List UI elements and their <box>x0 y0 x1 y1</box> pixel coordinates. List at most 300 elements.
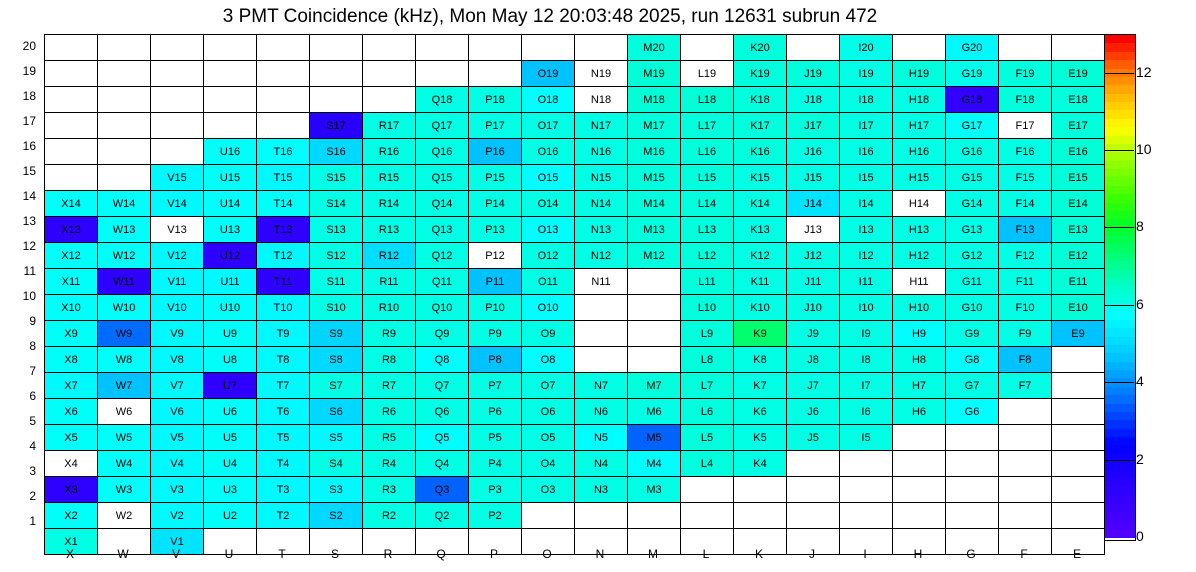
heatmap-cell: P8 <box>469 347 522 373</box>
heatmap-row <box>45 165 1105 191</box>
heatmap-cell: M20 <box>628 35 681 61</box>
heatmap-cell: X14 <box>45 191 98 217</box>
heatmap-cell: N17 <box>575 113 628 139</box>
heatmap-cell: S13 <box>310 217 363 243</box>
heatmap-cell: X3 <box>45 477 98 503</box>
heatmap-cell <box>45 165 98 191</box>
heatmap-cell: V8 <box>151 347 204 373</box>
heatmap-cell: U4 <box>204 451 257 477</box>
colorbar-segment <box>1105 127 1135 135</box>
heatmap-cell: V6 <box>151 399 204 425</box>
heatmap-cell: E12 <box>1052 243 1105 269</box>
y-axis-tick-label: 7 <box>29 364 36 378</box>
heatmap-cell <box>893 503 946 529</box>
x-axis-tick-label: S <box>330 547 339 561</box>
heatmap-cell: I7 <box>840 373 893 399</box>
colorbar-segment <box>1105 177 1135 185</box>
heatmap-cell: N19 <box>575 61 628 87</box>
heatmap-cell: G18 <box>946 87 999 113</box>
colorbar-segment <box>1105 512 1135 520</box>
heatmap-cell: O17 <box>522 113 575 139</box>
heatmap-cell: R16 <box>363 139 416 165</box>
heatmap-cell: W14 <box>98 191 151 217</box>
heatmap-cell: L11 <box>681 269 734 295</box>
y-axis-tick-label: 10 <box>22 289 36 303</box>
heatmap-cell: W7 <box>98 373 151 399</box>
colorbar-segment <box>1105 244 1135 252</box>
heatmap-cell: S6 <box>310 399 363 425</box>
heatmap-cell: G12 <box>946 243 999 269</box>
heatmap-cell: S5 <box>310 425 363 451</box>
heatmap-cell: U16 <box>204 139 257 165</box>
colorbar-segment <box>1105 60 1135 68</box>
heatmap-cell: K11 <box>734 269 787 295</box>
heatmap-cell: M16 <box>628 139 681 165</box>
heatmap-cell: S4 <box>310 451 363 477</box>
heatmap-cell: K16 <box>734 139 787 165</box>
heatmap-cell: R2 <box>363 503 416 529</box>
heatmap-cell <box>999 451 1052 477</box>
heatmap-cell: R17 <box>363 113 416 139</box>
heatmap-cell: O16 <box>522 139 575 165</box>
heatmap-cell: G15 <box>946 165 999 191</box>
x-axis-tick-label: W <box>117 547 129 561</box>
y-axis-tick-label: 16 <box>22 139 36 153</box>
heatmap-cell: P5 <box>469 425 522 451</box>
heatmap-cell: G19 <box>946 61 999 87</box>
colorbar-segment <box>1105 186 1135 194</box>
y-axis-tick-label: 15 <box>22 164 36 178</box>
heatmap-cell: I14 <box>840 191 893 217</box>
colorbar-segment <box>1105 395 1135 403</box>
heatmap-cell: R5 <box>363 425 416 451</box>
heatmap-cell: T14 <box>257 191 310 217</box>
colorbar-segment <box>1105 270 1135 278</box>
heatmap-cell: R7 <box>363 373 416 399</box>
heatmap-cell <box>45 35 98 61</box>
heatmap-cell: X13 <box>45 217 98 243</box>
heatmap-cell <box>787 451 840 477</box>
heatmap-cell: I20 <box>840 35 893 61</box>
colorbar-tick-mark <box>1104 305 1134 306</box>
x-axis-tick-label: O <box>542 547 552 561</box>
heatmap-cell: K20 <box>734 35 787 61</box>
colorbar-segment <box>1105 437 1135 445</box>
heatmap-cell: M15 <box>628 165 681 191</box>
heatmap-cell: Q12 <box>416 243 469 269</box>
heatmap-cell: O5 <box>522 425 575 451</box>
heatmap-cell <box>151 113 204 139</box>
heatmap-cell: P15 <box>469 165 522 191</box>
heatmap-cell: H7 <box>893 373 946 399</box>
x-axis-tick-label: K <box>754 547 763 561</box>
colorbar-segment <box>1105 119 1135 127</box>
colorbar-segment <box>1105 161 1135 169</box>
heatmap-cell <box>98 61 151 87</box>
heatmap-cell: R4 <box>363 451 416 477</box>
heatmap-cell <box>999 503 1052 529</box>
heatmap-cell: I13 <box>840 217 893 243</box>
heatmap-cell <box>893 451 946 477</box>
heatmap-cell <box>1052 503 1105 529</box>
x-axis-tick-label: I <box>863 547 867 561</box>
heatmap-cell: M19 <box>628 61 681 87</box>
heatmap-cell <box>946 503 999 529</box>
heatmap-cell: S8 <box>310 347 363 373</box>
colorbar-segment <box>1105 370 1135 378</box>
heatmap-cell <box>469 61 522 87</box>
heatmap-cell: U14 <box>204 191 257 217</box>
heatmap-cell <box>204 87 257 113</box>
heatmap-cell <box>257 87 310 113</box>
heatmap-cell: K19 <box>734 61 787 87</box>
heatmap-cell: J7 <box>787 373 840 399</box>
colorbar-segment <box>1105 462 1135 470</box>
heatmap-row <box>45 373 1105 399</box>
heatmap-cell: F9 <box>999 321 1052 347</box>
colorbar-segment <box>1105 169 1135 177</box>
colorbar-segment <box>1105 253 1135 261</box>
heatmap-cell: X9 <box>45 321 98 347</box>
heatmap-cell: O15 <box>522 165 575 191</box>
heatmap-cell <box>257 35 310 61</box>
heatmap-cell: O19 <box>522 61 575 87</box>
x-axis-tick-label: V <box>171 547 180 561</box>
heatmap-cell: X5 <box>45 425 98 451</box>
heatmap-cell: U13 <box>204 217 257 243</box>
heatmap-cell <box>999 425 1052 451</box>
heatmap-cell: Q5 <box>416 425 469 451</box>
heatmap-cell: E11 <box>1052 269 1105 295</box>
heatmap-cell: G7 <box>946 373 999 399</box>
y-axis-tick-label: 17 <box>22 114 36 128</box>
heatmap-cell: R13 <box>363 217 416 243</box>
colorbar-segment <box>1105 504 1135 512</box>
heatmap-cell: T7 <box>257 373 310 399</box>
heatmap-cell <box>575 35 628 61</box>
x-axis-tick-label: L <box>702 547 710 561</box>
heatmap-cell: P4 <box>469 451 522 477</box>
heatmap-cell <box>45 61 98 87</box>
heatmap-cell: H15 <box>893 165 946 191</box>
heatmap-cell: Q11 <box>416 269 469 295</box>
heatmap-cell <box>1052 373 1105 399</box>
heatmap-cell: N15 <box>575 165 628 191</box>
heatmap-cell <box>1052 425 1105 451</box>
heatmap-cell: J10 <box>787 295 840 321</box>
heatmap-cell <box>893 477 946 503</box>
heatmap-cell: I5 <box>840 425 893 451</box>
heatmap-cell: E13 <box>1052 217 1105 243</box>
x-axis-tick-label: N <box>595 547 605 561</box>
page-title: 3 PMT Coincidence (kHz), Mon May 12 20:03:48 2025, run 12631 subrun 472 <box>222 6 878 27</box>
heatmap-cell: O13 <box>522 217 575 243</box>
heatmap-cell: L18 <box>681 87 734 113</box>
heatmap-cell <box>469 35 522 61</box>
heatmap-cell: F17 <box>999 113 1052 139</box>
heatmap-cell: Q16 <box>416 139 469 165</box>
x-axis-tick-label: R <box>383 547 393 561</box>
heatmap-cell <box>151 87 204 113</box>
x-axis-tick-label: X <box>65 547 74 561</box>
heatmap-cell: K15 <box>734 165 787 191</box>
heatmap-cell <box>98 113 151 139</box>
heatmap-cell: H12 <box>893 243 946 269</box>
heatmap-row <box>45 425 1105 451</box>
heatmap-cell <box>45 113 98 139</box>
heatmap-cell: V7 <box>151 373 204 399</box>
colorbar-segment <box>1105 311 1135 319</box>
heatmap-cell: N11 <box>575 269 628 295</box>
heatmap-cell: U6 <box>204 399 257 425</box>
heatmap-cell: W9 <box>98 321 151 347</box>
heatmap-cell: R11 <box>363 269 416 295</box>
y-axis-tick-label: 13 <box>22 214 36 228</box>
heatmap-cell: V4 <box>151 451 204 477</box>
colorbar-segment <box>1105 529 1135 537</box>
heatmap-cell: T8 <box>257 347 310 373</box>
heatmap-cell: U2 <box>204 503 257 529</box>
heatmap-cell: K17 <box>734 113 787 139</box>
colorbar-segment <box>1105 261 1135 269</box>
colorbar-segment <box>1105 353 1135 361</box>
heatmap-cell: N18 <box>575 87 628 113</box>
colorbar-segment <box>1105 295 1135 303</box>
heatmap-row <box>45 191 1105 217</box>
colorbar-segment <box>1105 94 1135 102</box>
colorbar-segment <box>1105 52 1135 60</box>
colorbar-segment <box>1105 471 1135 479</box>
heatmap-cell: I16 <box>840 139 893 165</box>
heatmap-cell: N16 <box>575 139 628 165</box>
heatmap-cell: V11 <box>151 269 204 295</box>
heatmap-cell <box>98 165 151 191</box>
heatmap-cell: P18 <box>469 87 522 113</box>
colorbar-tick-mark <box>1104 227 1134 228</box>
heatmap-cell <box>257 61 310 87</box>
y-axis-tick-label: 3 <box>29 464 36 478</box>
heatmap-row <box>45 269 1105 295</box>
heatmap-cell <box>310 35 363 61</box>
heatmap-cell: K10 <box>734 295 787 321</box>
heatmap-cell: E17 <box>1052 113 1105 139</box>
heatmap-cell: W2 <box>98 503 151 529</box>
heatmap-cell: X7 <box>45 373 98 399</box>
colorbar-segment <box>1105 136 1135 144</box>
heatmap-cell: S3 <box>310 477 363 503</box>
heatmap-cell <box>151 61 204 87</box>
heatmap-cell: J12 <box>787 243 840 269</box>
heatmap-cell: Q18 <box>416 87 469 113</box>
heatmap-cell <box>522 35 575 61</box>
heatmap-cell <box>628 503 681 529</box>
heatmap-cell: X10 <box>45 295 98 321</box>
heatmap-cell: K9 <box>734 321 787 347</box>
heatmap-cell <box>681 503 734 529</box>
heatmap-cell: O10 <box>522 295 575 321</box>
colorbar-segment <box>1105 211 1135 219</box>
heatmap-cell: V3 <box>151 477 204 503</box>
heatmap-cell <box>681 35 734 61</box>
heatmap-cell: V2 <box>151 503 204 529</box>
heatmap-cell: T4 <box>257 451 310 477</box>
heatmap-cell: F14 <box>999 191 1052 217</box>
heatmap-cell: U12 <box>204 243 257 269</box>
x-axis-tick-label: E <box>1072 547 1081 561</box>
heatmap-cell: I6 <box>840 399 893 425</box>
heatmap-cell: P13 <box>469 217 522 243</box>
heatmap-cell: S7 <box>310 373 363 399</box>
heatmap-grid <box>44 34 1105 555</box>
heatmap-cell: J19 <box>787 61 840 87</box>
heatmap-cell: J5 <box>787 425 840 451</box>
colorbar-segment <box>1105 387 1135 395</box>
heatmap-cell: T6 <box>257 399 310 425</box>
heatmap-cell: F13 <box>999 217 1052 243</box>
heatmap-cell: G13 <box>946 217 999 243</box>
heatmap-cell: I11 <box>840 269 893 295</box>
heatmap-cell <box>416 35 469 61</box>
colorbar-segment <box>1105 445 1135 453</box>
heatmap-cell <box>946 451 999 477</box>
heatmap-cell <box>840 451 893 477</box>
heatmap-row <box>45 399 1105 425</box>
heatmap-cell: M17 <box>628 113 681 139</box>
heatmap-cell: W13 <box>98 217 151 243</box>
heatmap-cell: J8 <box>787 347 840 373</box>
heatmap-cell: G8 <box>946 347 999 373</box>
heatmap-cell: V14 <box>151 191 204 217</box>
heatmap-cell: T11 <box>257 269 310 295</box>
heatmap-cell: V12 <box>151 243 204 269</box>
heatmap-cell: X1 <box>45 529 98 555</box>
heatmap-cell <box>734 503 787 529</box>
heatmap-cell <box>363 61 416 87</box>
heatmap-cell: T9 <box>257 321 310 347</box>
y-axis-tick-label: 18 <box>22 89 36 103</box>
heatmap-cell: W5 <box>98 425 151 451</box>
heatmap-cell: S17 <box>310 113 363 139</box>
y-axis-tick-label: 14 <box>22 189 36 203</box>
heatmap-cell: W3 <box>98 477 151 503</box>
heatmap-cell: N14 <box>575 191 628 217</box>
heatmap-cell: V15 <box>151 165 204 191</box>
heatmap-cell: V13 <box>151 217 204 243</box>
heatmap-cell: P17 <box>469 113 522 139</box>
y-axis-tick-label: 2 <box>29 489 36 503</box>
heatmap-cell <box>1052 399 1105 425</box>
heatmap-row <box>45 451 1105 477</box>
heatmap-cell <box>628 347 681 373</box>
heatmap-cell: H13 <box>893 217 946 243</box>
heatmap-cell <box>628 321 681 347</box>
heatmap-cell: Q9 <box>416 321 469 347</box>
heatmap-cell: G11 <box>946 269 999 295</box>
heatmap-cell: K8 <box>734 347 787 373</box>
colorbar-segment <box>1105 194 1135 202</box>
colorbar-segment <box>1105 412 1135 420</box>
heatmap-cell: T16 <box>257 139 310 165</box>
heatmap-cell <box>787 477 840 503</box>
colorbar-segment <box>1105 219 1135 227</box>
heatmap-cell: J6 <box>787 399 840 425</box>
heatmap-cell: S14 <box>310 191 363 217</box>
heatmap-cell: O3 <box>522 477 575 503</box>
heatmap-cell: U8 <box>204 347 257 373</box>
colorbar-segment <box>1105 110 1135 118</box>
heatmap-cell: V10 <box>151 295 204 321</box>
heatmap-cell: V1 <box>151 529 204 555</box>
colorbar-segment <box>1105 420 1135 428</box>
heatmap-cell: S12 <box>310 243 363 269</box>
colorbar-tick-label: 8 <box>1136 218 1144 235</box>
y-axis-tick-label: 1 <box>29 514 36 528</box>
heatmap-cell: Q10 <box>416 295 469 321</box>
colorbar-segment <box>1105 328 1135 336</box>
heatmap-cell: H8 <box>893 347 946 373</box>
x-axis-tick-label: J <box>809 547 815 561</box>
heatmap-cell: L8 <box>681 347 734 373</box>
x-axis-tick-label: Q <box>436 547 446 561</box>
heatmap-cell: P6 <box>469 399 522 425</box>
colorbar-segment <box>1105 345 1135 353</box>
heatmap-cell: J16 <box>787 139 840 165</box>
heatmap-cell: I12 <box>840 243 893 269</box>
heatmap-cell: K18 <box>734 87 787 113</box>
heatmap-cell: S2 <box>310 503 363 529</box>
colorbar-segment <box>1105 362 1135 370</box>
heatmap-cell: J11 <box>787 269 840 295</box>
heatmap-cell <box>1052 477 1105 503</box>
heatmap-cell <box>946 425 999 451</box>
heatmap-cell: P7 <box>469 373 522 399</box>
heatmap-cell: M6 <box>628 399 681 425</box>
heatmap-cell: H10 <box>893 295 946 321</box>
heatmap-cell: U11 <box>204 269 257 295</box>
heatmap-cell: J9 <box>787 321 840 347</box>
heatmap-cell <box>575 321 628 347</box>
colorbar-tick-label: 12 <box>1136 63 1152 80</box>
heatmap-cell: F12 <box>999 243 1052 269</box>
y-axis-tick-label: 19 <box>22 64 36 78</box>
x-axis-tick-label: H <box>913 547 923 561</box>
heatmap-cell <box>575 295 628 321</box>
heatmap-cell <box>204 61 257 87</box>
colorbar-tick-mark <box>1104 382 1134 383</box>
heatmap-cell <box>893 425 946 451</box>
x-axis-tick-label: T <box>278 547 286 561</box>
heatmap-cell: L9 <box>681 321 734 347</box>
heatmap-cell: O9 <box>522 321 575 347</box>
heatmap-cell: P16 <box>469 139 522 165</box>
heatmap-cell: H18 <box>893 87 946 113</box>
heatmap-cell: E9 <box>1052 321 1105 347</box>
y-axis-tick-label: 12 <box>22 239 36 253</box>
heatmap-cell: M7 <box>628 373 681 399</box>
heatmap-row <box>45 139 1105 165</box>
heatmap-cell: W8 <box>98 347 151 373</box>
heatmap-cell: H11 <box>893 269 946 295</box>
heatmap-cell <box>204 113 257 139</box>
heatmap-cell: F8 <box>999 347 1052 373</box>
heatmap-cell: I15 <box>840 165 893 191</box>
heatmap-cell: O7 <box>522 373 575 399</box>
y-axis-tick-label: 6 <box>29 389 36 403</box>
heatmap-cell: O12 <box>522 243 575 269</box>
heatmap-cell: K14 <box>734 191 787 217</box>
heatmap-cell: T10 <box>257 295 310 321</box>
heatmap-cell: M13 <box>628 217 681 243</box>
